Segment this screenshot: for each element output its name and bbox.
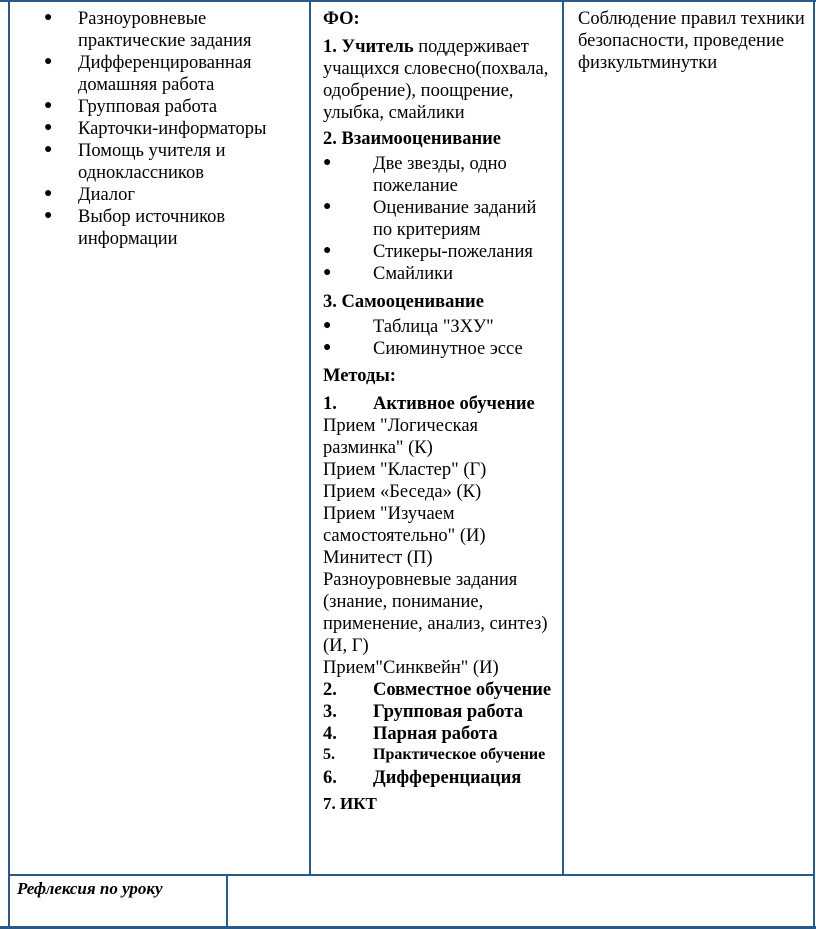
teacher-assessment: 1. Учитель поддерживает учащихся словесно(похвала, одобрение), поощрение, улыбка, смайлики [323, 37, 549, 123]
list-item: ● Дифференцированная домашняя работа [44, 53, 252, 95]
list-item: ● Таблица "ЗХУ" [323, 317, 494, 337]
method-line: Минитест (П) [323, 548, 433, 568]
bullet-icon: ● [323, 340, 332, 355]
bullet-icon: ● [44, 186, 53, 201]
divider-col-2 [562, 0, 564, 876]
list-item: ● Разноуровневые практические задания [44, 9, 252, 51]
self-assessment-heading: 3. Самооценивание [323, 292, 484, 312]
list-item: ● Выбор источников информации [44, 207, 226, 249]
method-line: Прием «Беседа» (К) [323, 482, 482, 502]
bullet-icon: ● [44, 98, 53, 113]
method-line: Прием"Синквейн" (И) [323, 658, 499, 678]
self-assessment-list [323, 316, 559, 360]
method-line: Прием "Кластер" (Г) [323, 460, 487, 480]
method-practical: 5. Практическое обучение [323, 746, 546, 763]
bullet-icon: ● [44, 10, 53, 25]
resources-list [18, 8, 308, 250]
bullet-icon: ● [323, 243, 332, 258]
list-item: ● Диалог [44, 185, 135, 205]
safety-text: Соблюдение правил техники безопасности, проведение физкультминутки [578, 9, 805, 73]
divider-footer-row [8, 874, 815, 876]
peer-assessment-list [323, 153, 559, 285]
list-item: ● Групповая работа [44, 97, 218, 117]
bullet-icon: ● [44, 54, 53, 69]
method-group-work: 3. Групповая работа [323, 702, 523, 722]
list-item: ● Сиюминутное эссе [323, 339, 523, 359]
list-item: ● Карточки-информаторы [44, 119, 267, 139]
border-top [0, 0, 816, 2]
divider-footer-col [226, 874, 228, 929]
bullet-icon: ● [323, 265, 332, 280]
method-active-learning: 1. Активное обучение [323, 394, 535, 414]
bullet-icon: ● [323, 199, 332, 214]
method-line: Разноуровневые задания (знание, понимание, применение, анализ, синтез) (И, Г) [323, 570, 548, 656]
divider-col-1 [309, 0, 311, 876]
method-pair-work: 4. Парная работа [323, 724, 498, 744]
method-ict: 7. ИКТ [323, 794, 377, 813]
method-differentiation: 6. Дифференциация [323, 768, 522, 788]
list-item: ● Стикеры-пожелания [323, 242, 533, 262]
method-line: Прием "Логическая разминка" (К) [323, 416, 479, 458]
method-cooperative: 2. Совместное обучение [323, 680, 552, 700]
bullet-icon: ● [44, 142, 53, 157]
methods-heading: Методы: [323, 366, 396, 386]
assessment-cell [323, 8, 559, 815]
resources-cell [18, 8, 308, 250]
peer-assessment-heading: 2. Взаимооценивание [323, 129, 501, 149]
safety-cell [578, 8, 808, 74]
list-item: ● Оценивание заданий по критериям [323, 198, 537, 240]
method-line: Прием "Изучаем самостоятельно" (И) [323, 504, 486, 546]
reflection-value [236, 878, 806, 922]
bullet-icon: ● [44, 208, 53, 223]
border-right [813, 0, 815, 929]
bullet-icon: ● [323, 318, 332, 333]
list-item: ● Помощь учителя и одноклассников [44, 141, 226, 183]
bullet-icon: ● [323, 155, 332, 170]
fo-heading: ФО: [323, 9, 360, 29]
bullet-icon: ● [44, 120, 53, 135]
list-item: ● Две звезды, одно пожелание [323, 154, 507, 196]
reflection-label: Рефлексия по уроку [17, 879, 163, 898]
border-left [8, 0, 10, 929]
list-item: ● Смайлики [323, 264, 454, 284]
